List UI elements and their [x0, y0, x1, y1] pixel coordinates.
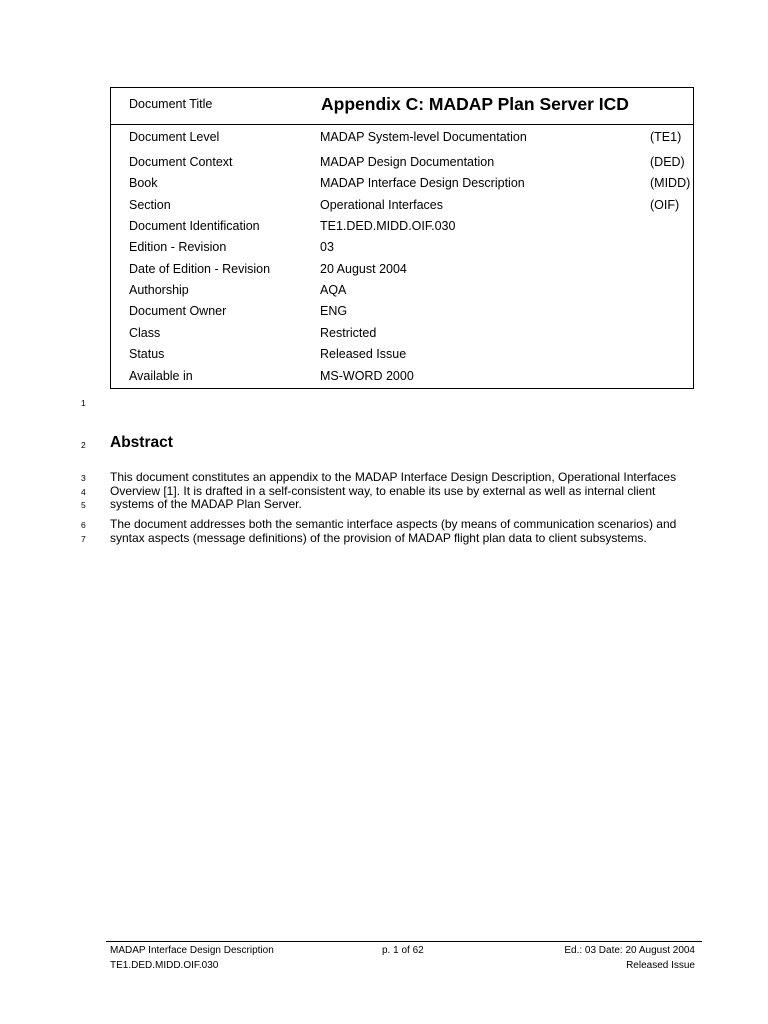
footer-page-number: p. 1 of 62 [382, 945, 424, 956]
document-info-table [110, 87, 694, 389]
row-value: AQA [320, 283, 347, 297]
row-label: Class [129, 326, 161, 340]
row-label: Section [129, 198, 171, 212]
table-row [111, 198, 693, 219]
row-label: Available in [129, 369, 193, 383]
footer-status: Released Issue [626, 960, 695, 971]
row-value: MADAP System-level Documentation [320, 130, 527, 144]
row-value: MADAP Interface Design Description [320, 176, 525, 190]
table-row [111, 369, 693, 390]
row-value: Released Issue [320, 347, 407, 361]
row-label: Document Level [129, 130, 220, 144]
row-code: (OIF) [650, 198, 680, 212]
line-number: 2 [81, 440, 86, 450]
row-value: MS-WORD 2000 [320, 369, 414, 383]
row-value: ENG [320, 304, 348, 318]
row-label: Book [129, 176, 158, 190]
document-title-value: Appendix C: MADAP Plan Server ICD [321, 94, 629, 114]
footer-divider [106, 941, 702, 942]
line-number: 7 [81, 534, 86, 544]
table-row [111, 130, 693, 151]
table-row [111, 326, 693, 347]
row-value: Operational Interfaces [320, 198, 443, 212]
line-number: 6 [81, 520, 86, 530]
table-row [111, 262, 693, 283]
document-title-label: Document Title [129, 97, 213, 111]
table-row [111, 347, 693, 368]
table-row [111, 176, 693, 197]
abstract-paragraph-line: This document constitutes an appendix to the MADAP Interface Design Description, Operational Interfaces [110, 470, 677, 484]
footer-edition-date: Ed.: 03 Date: 20 August 2004 [564, 945, 695, 956]
abstract-paragraph-line: Overview [1]. It is drafted in a self-consistent way, to enable its use by external as well as internal client [110, 484, 656, 498]
row-label: Date of Edition - Revision [129, 262, 271, 276]
footer-book-title: MADAP Interface Design Description [110, 945, 274, 956]
row-value: 20 August 2004 [320, 262, 407, 276]
table-row [111, 240, 693, 261]
row-label: Document Identification [129, 219, 260, 233]
document-title-row [111, 88, 693, 125]
footer-document-id: TE1.DED.MIDD.OIF.030 [110, 960, 219, 971]
line-number: 1 [81, 398, 86, 408]
row-value: MADAP Design Documentation [320, 155, 495, 169]
row-label: Status [129, 347, 165, 361]
row-label: Document Context [129, 155, 233, 169]
line-number: 5 [81, 500, 86, 510]
row-value: Restricted [320, 326, 377, 340]
abstract-paragraph-line: systems of the MADAP Plan Server. [110, 497, 302, 511]
abstract-heading: Abstract [110, 434, 173, 451]
row-code: (TE1) [650, 130, 682, 144]
table-row [111, 219, 693, 240]
line-number: 3 [81, 473, 86, 483]
abstract-paragraph-line: syntax aspects (message definitions) of the provision of MADAP flight plan data to client subsystems. [110, 531, 647, 545]
abstract-paragraph-line: The document addresses both the semantic interface aspects (by means of communication scenarios) and [110, 517, 677, 531]
row-code: (MIDD) [650, 176, 691, 190]
row-label: Document Owner [129, 304, 227, 318]
row-value: 03 [320, 240, 334, 254]
row-label: Authorship [129, 283, 189, 297]
row-value: TE1.DED.MIDD.OIF.030 [320, 219, 456, 233]
table-row [111, 155, 693, 176]
table-row [111, 304, 693, 325]
table-row [111, 283, 693, 304]
row-code: (DED) [650, 155, 685, 169]
line-number: 4 [81, 487, 86, 497]
row-label: Edition - Revision [129, 240, 227, 254]
